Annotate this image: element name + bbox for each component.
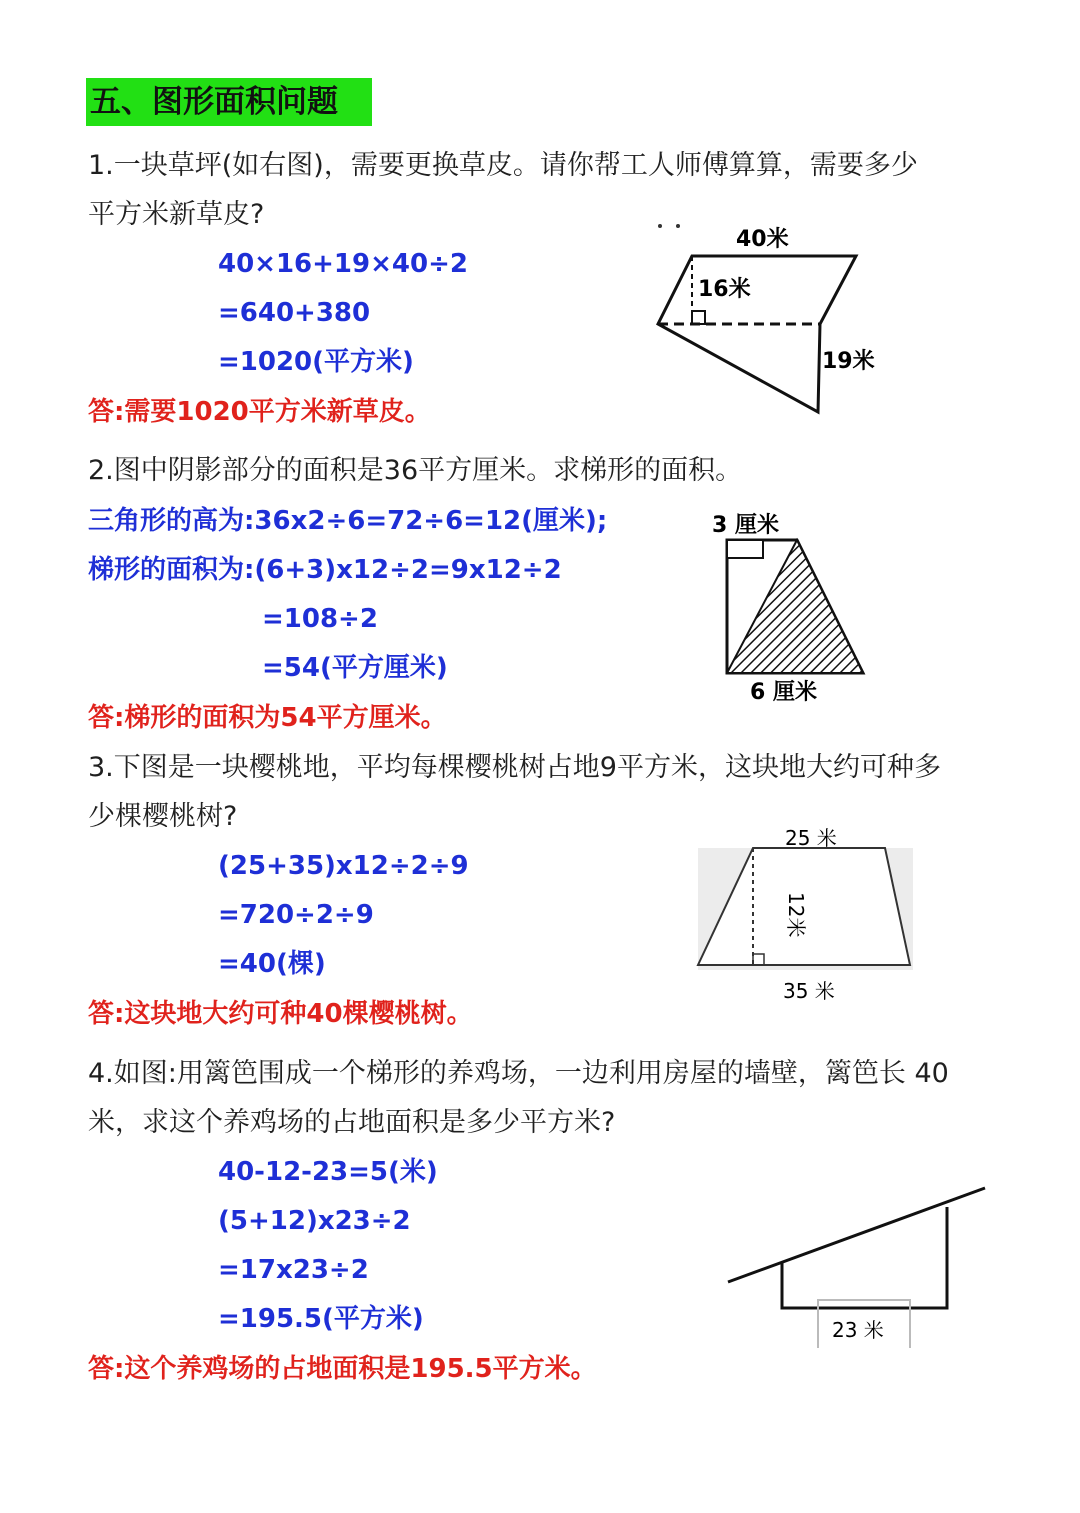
problem-3-question-line-2: 少棵樱桃树? [88, 801, 238, 832]
figure-4-label-bottom: 23 米 [832, 1318, 884, 1342]
problem-1-calc-line-1: 40×16+19×40÷2 [218, 249, 468, 279]
figure-2-label-bottom: 6 厘米 [750, 680, 817, 705]
figure-2-label-top: 3 厘米 [712, 513, 779, 538]
problem-4-calc-line-3: =17x23÷2 [218, 1255, 369, 1285]
problem-3-calc-line-1: (25+35)x12÷2÷9 [218, 851, 469, 881]
problem-4-answer: 答:这个养鸡场的占地面积是195.5平方米。 [88, 1354, 597, 1384]
problem-3-answer: 答:这块地大约可种40棵樱桃树。 [88, 999, 473, 1029]
problem-1-answer: 答:需要1020平方米新草皮。 [88, 397, 431, 427]
figure-3-label-top: 25 米 [785, 826, 837, 850]
problem-2-answer: 答:梯形的面积为54平方厘米。 [88, 703, 447, 733]
problem-3-figure [695, 822, 920, 1007]
problem-4-calc-line-1: 40-12-23=5(米) [218, 1157, 438, 1187]
problem-3-calc-line-3: =40(棵) [218, 949, 326, 979]
problem-4-calc-line-4: =195.5(平方米) [218, 1304, 424, 1334]
problem-4-question-line-1: 4.如图:用篱笆围成一个梯形的养鸡场，一边利用房屋的墙壁，篱笆长 40 [88, 1058, 949, 1089]
section-title: 五、图形面积问题 [86, 78, 372, 126]
problem-2-calc-line-3: =108÷2 [262, 604, 378, 634]
figure-1-label-top: 40米 [736, 227, 789, 252]
problem-1-question-line-1: 1.一块草坪(如右图)，需要更换草皮。请你帮工人师傅算算，需要多少 [88, 150, 918, 181]
problem-1-calc-line-3: =1020(平方米) [218, 347, 414, 377]
figure-1-label-side: 19米 [822, 349, 875, 374]
problem-2-calc-line-1: 三角形的高为:36x2÷6=72÷6=12(厘米); [88, 506, 608, 536]
problem-4-calc-line-2: (5+12)x23÷2 [218, 1206, 411, 1236]
problem-1-question-line-2: 平方米新草皮? [88, 199, 265, 230]
problem-2-calc-line-4: =54(平方厘米) [262, 653, 448, 683]
problem-2-figure [700, 505, 880, 710]
problem-2-calc-line-2: 梯形的面积为:(6+3)x12÷2=9x12÷2 [88, 555, 562, 585]
problem-2-question-line-1: 2.图中阴影部分的面积是36平方厘米。求梯形的面积。 [88, 455, 743, 486]
figure-3-label-height: 12米 [784, 892, 808, 938]
figure-1-label-height: 16米 [698, 277, 751, 302]
problem-1-calc-line-2: =640+380 [218, 298, 371, 328]
problem-4-figure [720, 1180, 995, 1360]
problem-3-question-line-1: 3.下图是一块樱桃地，平均每棵樱桃树占地9平方米，这块地大约可种多 [88, 752, 941, 783]
problem-4-question-line-2: 米，求这个养鸡场的占地面积是多少平方米? [88, 1107, 616, 1138]
figure-3-label-bottom: 35 米 [783, 979, 835, 1003]
problem-3-calc-line-2: =720÷2÷9 [218, 900, 374, 930]
problem-1-figure [640, 210, 900, 420]
